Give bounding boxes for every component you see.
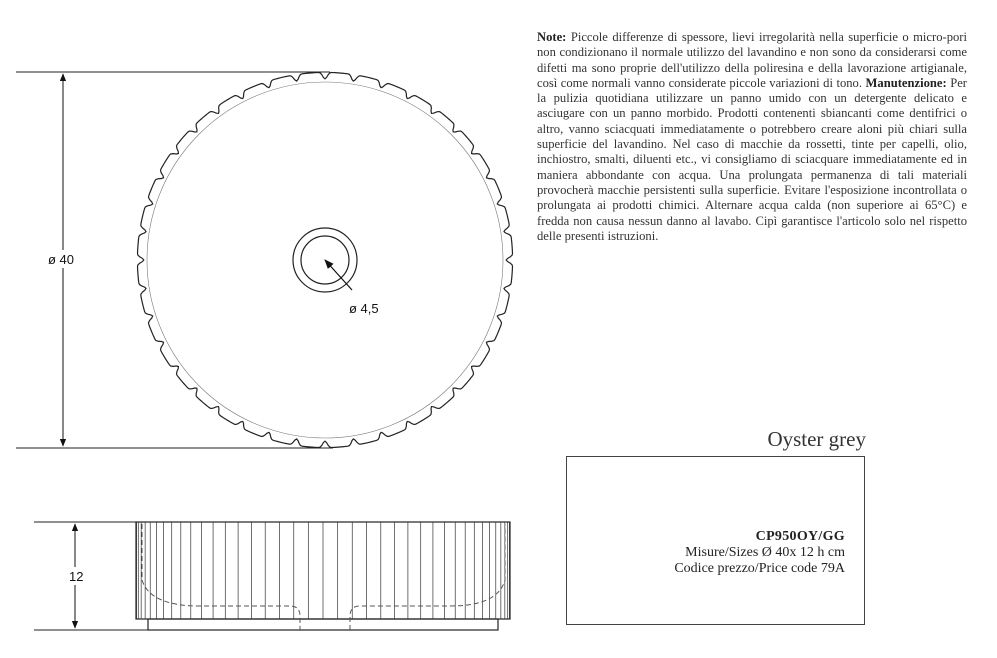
top-view <box>16 72 512 448</box>
product-code: CP950OY/GG <box>755 529 845 544</box>
basin-side-ribs <box>137 522 510 619</box>
basin-side-base <box>148 619 498 630</box>
product-sizes: Misure/Sizes Ø 40x 12 h cm <box>685 545 845 560</box>
drain-leader-arrow <box>325 260 352 290</box>
care-body: Per la pulizia quotidiana utilizzare un panno umido con un detergente delicato e asciugare con un panno morbido. Prodotti contenenti sbiancanti come dentifrici o altro, vanno sciacquati immediatamente o potrebbero creare aloni più chiari sulla superficie del lavandino. Nel caso di macchie da rossetti, tinte per capelli, olio, inchiostro, smalti, diluenti etc., vi consigliamo di sciacquare immediatamente ed in maniera abbondante con acqua. Una prolungata permanenza di tali materiali provocherà macchie persistenti sulla superficie. Evitare l'esposizione incontrollata o prolungata ai prodotti chimici. Alternare acqua calda (non superiore ai 65°C) e fredda non causa nessun danno al lavabo. Cipì garantisce l'articolo solo nel rispetto delle presenti istruzioni. <box>537 75 967 243</box>
basin-hidden-profile <box>142 524 505 630</box>
note-heading: Note: <box>537 30 567 44</box>
drain-diameter-label: ø 4,5 <box>349 301 379 316</box>
side-view <box>34 522 510 630</box>
height-label: 12 <box>69 569 84 584</box>
care-heading: Manutenzione: <box>865 75 947 90</box>
product-info-lines <box>674 529 845 577</box>
notes-text <box>537 30 967 244</box>
note-body: Piccole differenze di spessore, lievi irregolarità nella superficie o micro-pori non condizionano il normale utilizzo del lavandino e non sono da considerarsi come difetti ma sono proprie dell'utilizzo della poliresina e della lavorazione artigianale, così come normali vanno considerate piccole variazioni di tono. <box>537 30 967 90</box>
diameter-label: ø 40 <box>48 252 75 267</box>
product-info-box <box>566 456 865 625</box>
product-price-code: Codice prezzo/Price code 79A <box>674 561 845 576</box>
product-name: Oyster grey <box>767 427 866 451</box>
